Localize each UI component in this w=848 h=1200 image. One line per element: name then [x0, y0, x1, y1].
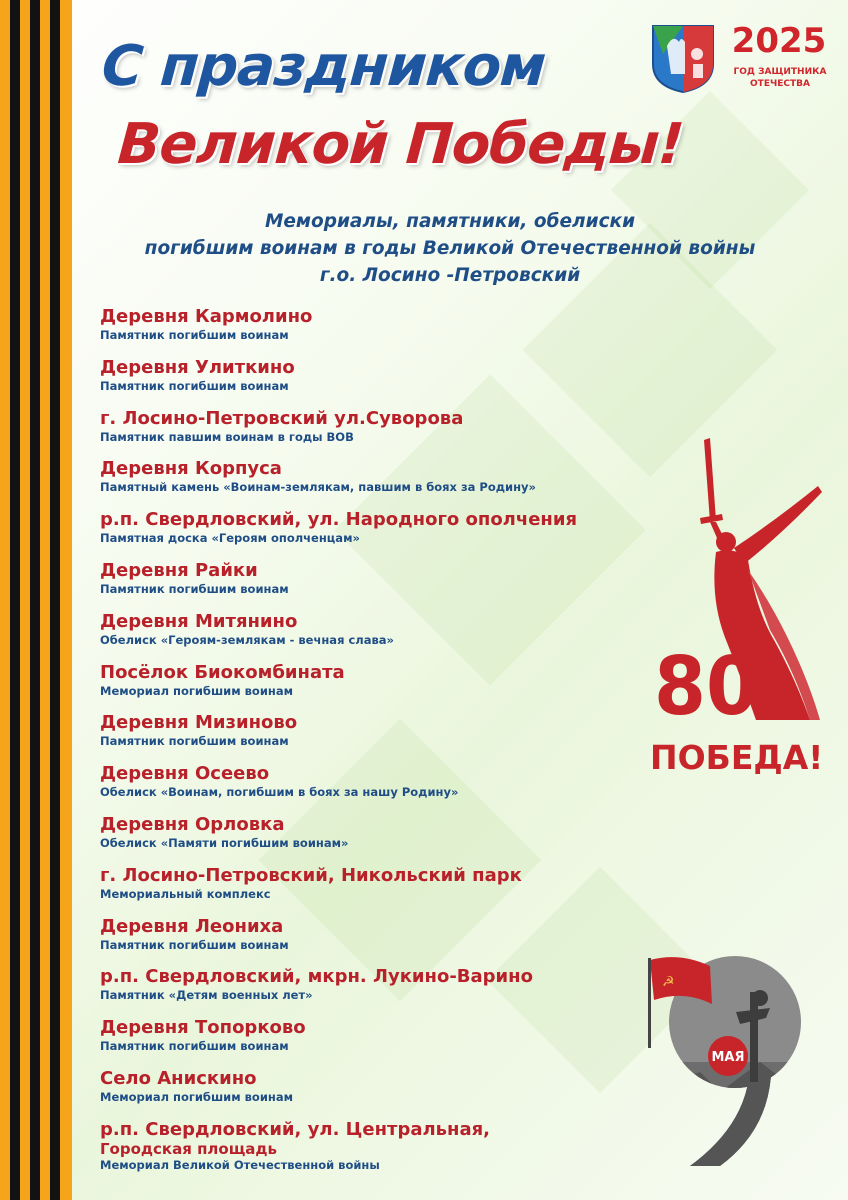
list-item	[100, 306, 660, 357]
place-name: р.п. Свердловский, ул. Народного ополчения	[100, 509, 578, 531]
memorial-description: Памятная доска «Героям ополченцам»	[100, 531, 360, 546]
coat-of-arms-icon	[651, 24, 715, 94]
place-name: Село Анискино	[100, 1067, 257, 1089]
memorial-description: Обелиск «Героям-землякам - вечная слава»	[100, 632, 394, 647]
list-item	[100, 560, 660, 611]
list-item	[100, 1017, 660, 1068]
hammer-sickle-icon: ☭	[662, 974, 675, 990]
memorial-description: Памятник погибшим воинам	[100, 328, 289, 342]
memorial-description: Мемориал погибшим воинам	[100, 683, 293, 698]
list-item	[100, 1119, 660, 1179]
list-item	[100, 458, 660, 509]
place-name: г. Лосино-Петровский, Никольский парк	[100, 864, 522, 886]
memorial-description: Обелиск «Памяти погибшим воинам»	[100, 835, 349, 850]
victory-photo	[640, 952, 810, 1172]
list-item	[100, 662, 660, 713]
title-line-1: С праздником	[99, 34, 548, 99]
st-george-ribbon	[0, 0, 62, 1200]
place-name: Деревня Орловка	[100, 813, 285, 835]
memorial-description: Памятник «Детям военных лет»	[100, 988, 313, 1003]
memorial-description: Памятник погибшим воинам	[100, 1039, 289, 1054]
list-item	[100, 357, 660, 408]
victory-word: ПОБЕДА!	[650, 738, 824, 777]
list-item	[100, 966, 660, 1017]
year-label: 2025	[731, 21, 827, 61]
place-name: Деревня Мизиново	[100, 712, 298, 734]
list-item	[100, 611, 660, 662]
subtitle	[100, 208, 800, 289]
subtitle-line: погибшим воинам в годы Великой Отечественной войны	[144, 238, 756, 259]
memorial-description: Мемориал погибшим воинам	[100, 1089, 293, 1104]
place-name: Деревня Кармолино	[100, 306, 313, 327]
list-item	[100, 763, 660, 814]
subtitle-line: Мемориалы, памятники, обелиски	[264, 211, 636, 232]
title-line-2: Великой Победы!	[115, 112, 686, 177]
memorial-description: Памятник погибшим воинам	[100, 937, 289, 952]
memorial-description: Памятник павшим воинам в годы ВОВ	[100, 429, 354, 444]
place-name: Посёлок Биокомбината	[100, 661, 345, 683]
memorial-description: Памятник погибшим воинам	[100, 581, 289, 596]
place-name: р.п. Свердловский, ул. Центральная,	[100, 1118, 491, 1140]
list-item	[100, 1068, 660, 1119]
place-name: Деревня Улиткино	[100, 356, 295, 378]
place-name: Деревня Осеево	[100, 763, 270, 785]
memorial-description: Мемориал Великой Отечественной войны	[100, 1157, 380, 1172]
memorial-description: Памятник погибшим воинам	[100, 378, 289, 393]
memorial-description: Обелиск «Воинам, погибшим в боях за нашу Родину»	[100, 785, 459, 800]
list-item	[100, 509, 660, 560]
memorial-description: Памятный камень «Воинам-землякам, павшим в боях за Родину»	[100, 480, 536, 495]
place-name: Деревня Корпуса	[100, 458, 282, 480]
place-name: р.п. Свердловский, мкрн. Лукино-Варино	[100, 966, 533, 988]
place-name-line-2: Городская площадь	[100, 1139, 278, 1158]
memorial-list	[100, 306, 660, 1179]
place-name: г. Лосино-Петровский ул.Суворова	[100, 407, 464, 429]
memorial-description: Памятник погибшим воинам	[100, 734, 289, 749]
year-caption	[722, 66, 838, 90]
list-item	[100, 712, 660, 763]
place-name: Деревня Топорково	[100, 1017, 306, 1039]
eighty-number: 80	[654, 648, 758, 720]
place-name: Деревня Леониха	[100, 915, 284, 937]
place-name: Деревня Митянино	[100, 610, 298, 632]
list-item	[100, 916, 660, 967]
may-label: МАЯ	[711, 1050, 745, 1065]
list-item	[100, 408, 660, 459]
year-caption-line: ОТЕЧЕСТВА	[750, 79, 810, 89]
eighty-logo	[654, 648, 764, 720]
subtitle-line: г.о. Лосино -Петровский	[319, 265, 581, 286]
memorial-description: Мемориальный комплекс	[100, 886, 271, 901]
year-caption-line: ГОД ЗАЩИТНИКА	[733, 67, 827, 77]
list-item	[100, 814, 660, 865]
list-item	[100, 865, 660, 916]
place-name: Деревня Райки	[100, 559, 258, 581]
